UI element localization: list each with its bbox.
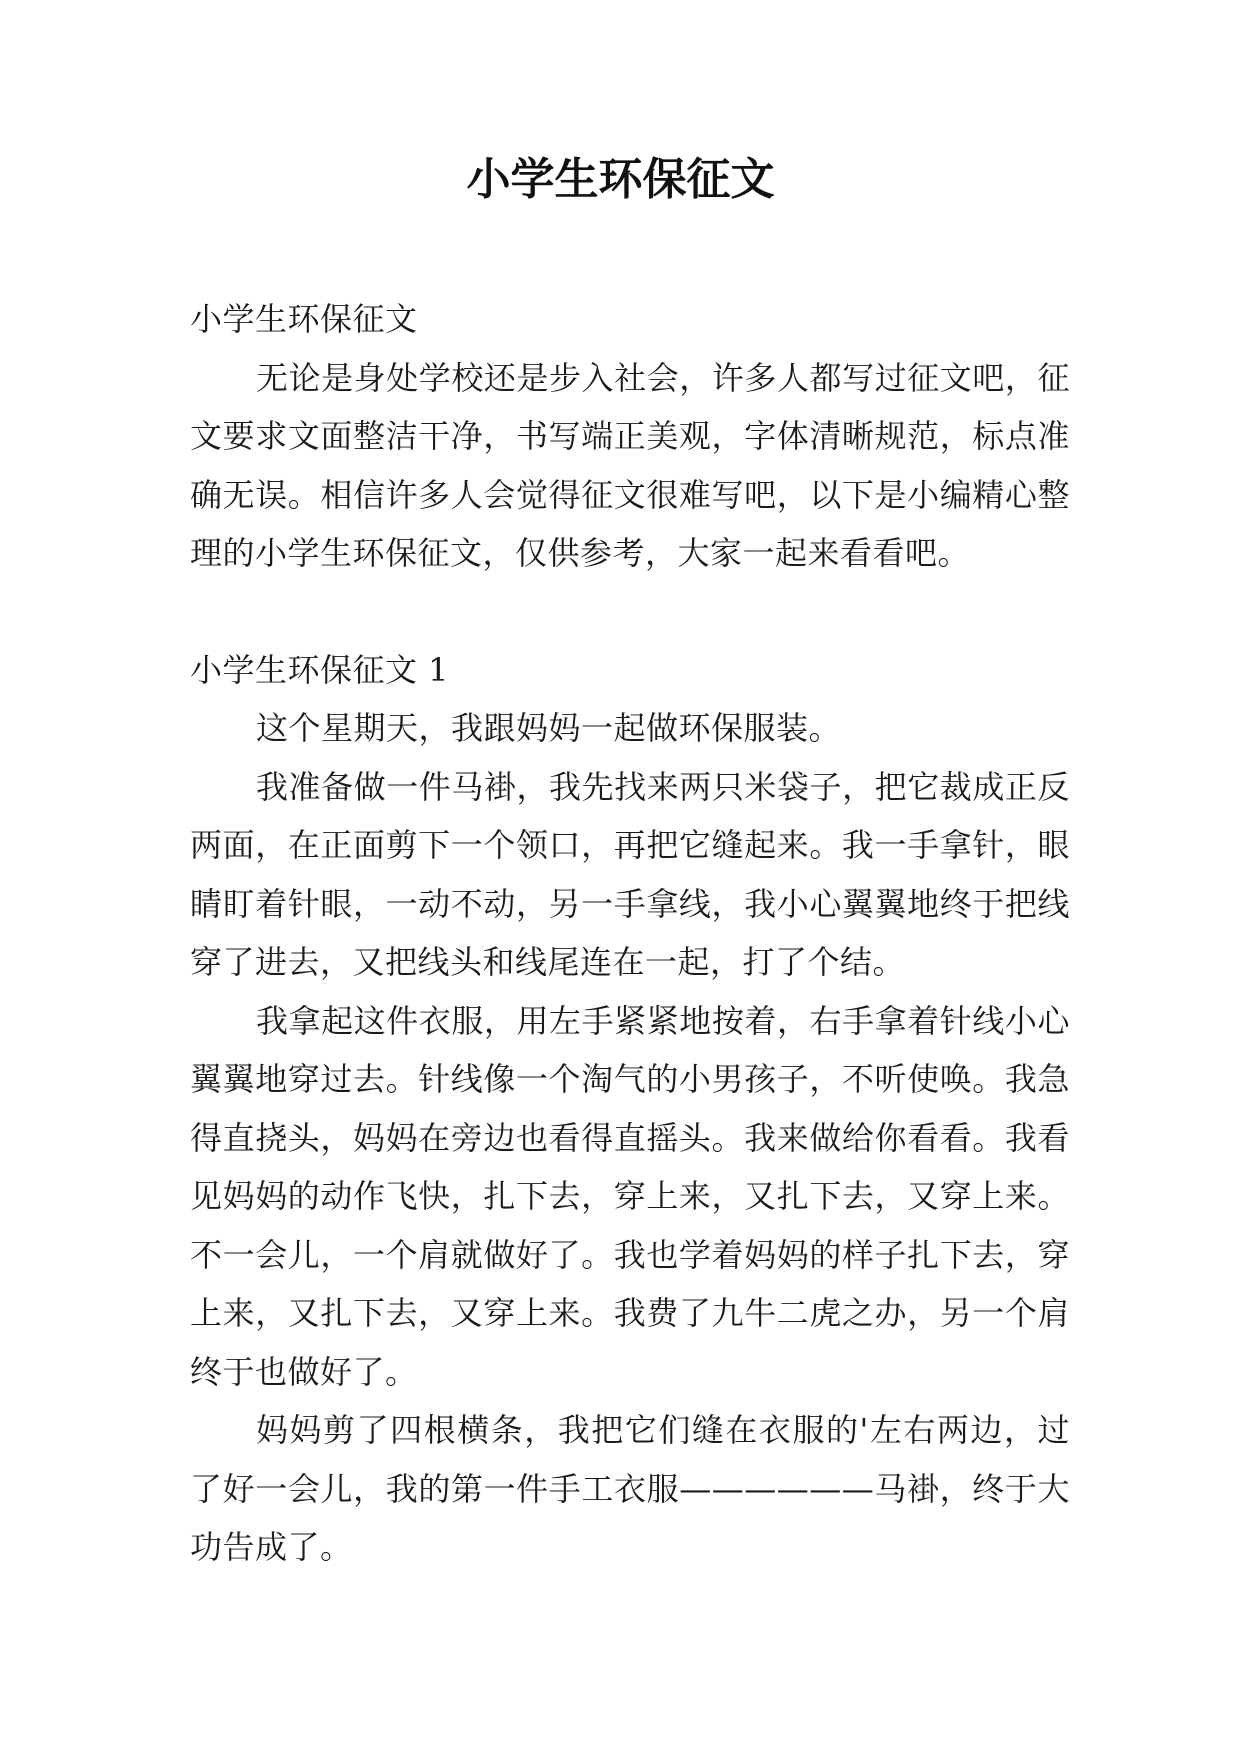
section1-paragraph-3: 我拿起这件衣服，用左手紧紧地按着，右手拿着针线小心翼翼地穿过去。针线像一个淘气的小男孩子，不听使唤。我急得直挠头，妈妈在旁边也看得直摇头。我来做给你看看。我看见妈妈的动作飞快，扎下去，穿上来，又扎下去，又穿上来。不一会儿，一个肩就做好了。我也学着妈妈的样子扎下去，穿上来，又扎下去，又穿上来。我费了九牛二虎之办，另一个肩终于也做好了。 (190, 1001, 1070, 1391)
document-body (190, 290, 1070, 1577)
section1-heading: 小学生环保征文 1 (190, 650, 450, 689)
intro-heading: 小学生环保征文 (190, 300, 418, 338)
section1-paragraph-2: 我准备做一件马褂，我先找来两只米袋子，把它裁成正反两面，在正面剪下一个领口，再把它缝起来。我一手拿针，眼睛盯着针眼，一动不动，另一手拿线，我小心翼翼地终于把线穿了进去，又把线头和线尾连在一起，打了个结。 (190, 767, 1070, 981)
intro-paragraph: 无论是身处学校还是步入社会，许多人都写过征文吧，征文要求文面整洁干净，书写端正美观，字体清晰规范，标点准确无误。相信许多人会觉得征文很难写吧，以下是小编精心整理的小学生环保征文，仅供参考，大家一起来看看吧。 (190, 358, 1070, 572)
section1-paragraph-1: 这个星期天，我跟妈妈一起做环保服装。 (256, 709, 842, 747)
section-spacer (190, 583, 1070, 641)
document-title: 小学生环保征文 (466, 154, 775, 205)
section1-paragraph-4: 妈妈剪了四根横条，我把它们缝在衣服的'左右两边，过了好一会儿，我的第一件手工衣服——————马褂，终于大功告成了。 (190, 1411, 1070, 1566)
